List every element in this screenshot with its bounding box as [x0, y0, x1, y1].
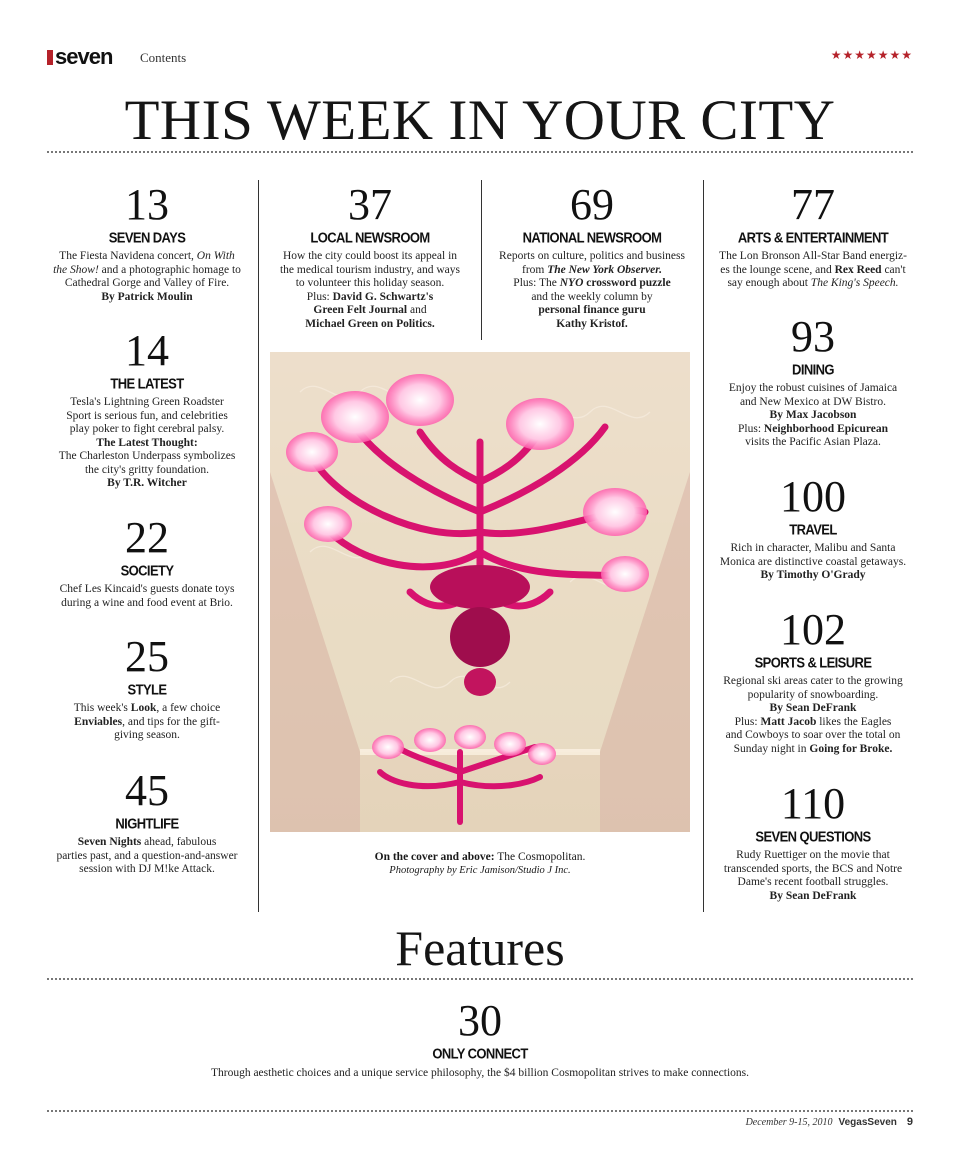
toc-description-line [265, 250, 475, 264]
toc-description-line [710, 716, 916, 730]
toc-description-line [47, 836, 247, 850]
toc-description-line [710, 729, 916, 743]
toc-section-title: SPORTS & LEISURE [754, 653, 872, 672]
toc-text-run: Plus: [738, 422, 764, 435]
toc-text-run: Kathy Kristof. [556, 317, 628, 330]
feature-page-number: 30 [458, 996, 502, 1045]
toc-text-run: during a wine and food event at Brio. [61, 596, 233, 609]
toc-description-line [47, 450, 247, 464]
toc-text-run: Rex Reed [834, 263, 882, 276]
toc-page-number: 14 [125, 326, 169, 375]
toc-description-line [47, 423, 247, 437]
toc-text-run: ahead, fabulous [141, 836, 217, 848]
toc-description-line [710, 396, 916, 410]
toc-section-title: SEVEN QUESTIONS [755, 827, 871, 846]
column-rule-left [258, 180, 259, 912]
toc-description [710, 382, 916, 450]
toc-description-line [710, 542, 916, 556]
logo-bar-mark [47, 50, 53, 65]
toc-text-run: , and tips for the gift- [122, 715, 220, 728]
toc-description-line [710, 264, 916, 278]
toc-entry-arts-entertainment[interactable] [710, 182, 916, 291]
toc-description-line [487, 318, 697, 332]
toc-description-line [710, 876, 916, 890]
toc-description-line [710, 409, 916, 423]
toc-entry-nightlife[interactable] [47, 768, 247, 877]
toc-text-run: The Charleston Underpass symbolizes [58, 450, 236, 462]
toc-text-run: the city's gritty foundation. [84, 463, 210, 476]
toc-text-run: By Timothy O'Grady [760, 569, 866, 581]
toc-description-line [487, 264, 697, 278]
toc-page-number: 110 [780, 779, 846, 828]
toc-text-run: Monica are distinctive coastal getaways. [719, 555, 907, 568]
toc-page-number: 45 [125, 766, 169, 815]
toc-text-run: On With [196, 250, 235, 262]
page-headline: THIS WEEK IN YOUR CITY [124, 89, 836, 152]
toc-entry-seven-days[interactable] [47, 182, 247, 304]
toc-text-run: play poker to fight cerebral palsy. [69, 423, 225, 435]
toc-section-title: STYLE [127, 680, 167, 699]
toc-description-line [710, 743, 916, 757]
toc-description-line [710, 702, 916, 716]
footer-page-number: 9 [906, 1116, 913, 1128]
toc-text-run: David G. Schwartz's [332, 290, 434, 303]
toc-entry-national-newsroom[interactable] [487, 182, 697, 331]
toc-description-line [265, 264, 475, 278]
toc-text-run: and the weekly column by [531, 290, 653, 303]
toc-text-run: likes the Eagles [816, 715, 892, 728]
photo-caption [270, 850, 690, 878]
toc-description [710, 542, 916, 583]
toc-text-run: Chef Les Kincaid's guests donate toys [59, 583, 235, 595]
toc-text-run: By T.R. Witcher [107, 477, 187, 489]
toc-text-run: and New Mexico at DW Bistro. [739, 395, 887, 408]
toc-description-line [47, 477, 247, 491]
toc-description-line [47, 702, 247, 716]
toc-description-line [47, 291, 247, 305]
toc-text-run: popularity of snowboarding. [747, 688, 879, 701]
toc-text-run: Neighborhood Epicurean [763, 422, 888, 435]
photo-credit: Photography by Eric Jamison/Studio J Inc. [389, 865, 571, 876]
toc-description-line [47, 597, 247, 611]
toc-description-line [710, 689, 916, 703]
toc-text-run: and Cowboys to soar over the total on [725, 729, 901, 741]
toc-section-title: TRAVEL [789, 520, 837, 539]
toc-text-run: By Max Jacobson [769, 409, 857, 421]
caption-bold-label: On the cover and above: [374, 851, 495, 863]
toc-description-line [47, 250, 247, 264]
toc-page-number: 22 [125, 513, 169, 562]
toc-description-line [47, 583, 247, 597]
toc-description [47, 702, 247, 743]
toc-description-line [47, 396, 247, 410]
stars-decoration: ★★★★★★★ [830, 48, 913, 62]
feature-entry-only-connect[interactable] [0, 998, 960, 1081]
toc-text-run: This week's [73, 702, 131, 714]
toc-entry-society[interactable] [47, 515, 247, 610]
toc-page-number: 100 [780, 472, 846, 521]
toc-section-title: THE LATEST [110, 374, 184, 393]
toc-description [47, 250, 247, 304]
toc-description-line [47, 410, 247, 424]
toc-description-line [710, 569, 916, 583]
toc-text-run: The Latest Thought: [96, 436, 198, 449]
toc-text-run: the Show! [53, 263, 99, 276]
toc-description-line [710, 277, 916, 291]
toc-text-run: The King's Speech. [810, 277, 899, 289]
toc-description-line [710, 382, 916, 396]
toc-text-run: Plus: [734, 715, 761, 728]
headline-divider [47, 151, 913, 153]
toc-description-line [47, 437, 247, 451]
toc-text-run: and a photographic homage to [98, 263, 241, 276]
toc-text-run: Michael Green on Politics. [305, 317, 435, 330]
toc-text-run: Enjoy the robust cuisines of Jamaica [728, 382, 898, 394]
toc-text-run: transcended sports, the BCS and Notre [723, 862, 903, 875]
column-rule-right [703, 180, 704, 912]
toc-text-run: parties past, and a question-and-answer [56, 849, 238, 862]
cover-photo-chandelier [270, 352, 690, 832]
toc-text-run: Sunday night in [733, 742, 810, 755]
toc-text-run: The Lon Bronson All-Star Band energiz- [719, 250, 907, 262]
toc-text-run: es the lounge scene, and [720, 263, 835, 276]
toc-description-line [710, 675, 916, 689]
toc-description [487, 250, 697, 331]
toc-description-line [265, 318, 475, 332]
toc-description-line [265, 304, 475, 318]
toc-description-line [47, 264, 247, 278]
toc-description-line [47, 464, 247, 478]
toc-description [265, 250, 475, 331]
toc-text-run: can't [881, 263, 906, 276]
toc-text-run: Seven Nights [77, 836, 142, 848]
toc-description-line [710, 423, 916, 437]
toc-entry-local-newsroom[interactable] [265, 182, 475, 331]
toc-description-line [47, 277, 247, 291]
toc-text-run: the medical tourism industry, and ways [279, 263, 461, 276]
toc-description-line [710, 890, 916, 904]
toc-text-run: from [521, 263, 548, 276]
toc-text-run: session with DJ M!ke Attack. [79, 863, 215, 875]
toc-page-number: 77 [791, 180, 835, 229]
toc-text-run: Plus: The [513, 277, 560, 289]
toc-description-line [265, 291, 475, 305]
toc-text-run: Rich in character, Malibu and Santa [730, 542, 896, 554]
toc-text-run: Regional ski areas cater to the growing [723, 675, 903, 687]
caption-venue: The Cosmopolitan. [494, 851, 586, 863]
toc-description-line [710, 863, 916, 877]
toc-page-number: 37 [348, 180, 392, 229]
toc-description [710, 849, 916, 903]
features-divider [47, 978, 913, 980]
toc-description-line [710, 250, 916, 264]
toc-section-title: NATIONAL NEWSROOM [522, 228, 662, 247]
toc-description [710, 675, 916, 756]
toc-section-title: SEVEN DAYS [108, 228, 186, 247]
toc-text-run: personal finance guru [538, 304, 646, 316]
toc-text-run: Green Felt Journal [313, 304, 408, 316]
toc-page-number: 69 [570, 180, 614, 229]
toc-description-line [265, 277, 475, 291]
toc-entry-travel[interactable] [710, 474, 916, 583]
toc-page-number: 13 [125, 180, 169, 229]
toc-page-number: 93 [791, 312, 835, 361]
toc-section-title: ARTS & ENTERTAINMENT [737, 228, 889, 247]
toc-text-run: and [407, 304, 427, 316]
toc-description [47, 836, 247, 877]
toc-description-line [487, 291, 697, 305]
toc-section-title: NIGHTLIFE [115, 814, 179, 833]
toc-text-run: to volunteer this holiday season. [295, 277, 445, 289]
toc-text-run: , a few choice [156, 702, 221, 714]
footer-brand: VegasSeven [838, 1117, 897, 1128]
toc-text-run: The New York Observer. [547, 263, 662, 276]
toc-text-run: Enviables [74, 715, 123, 728]
magazine-logo [47, 44, 112, 70]
toc-text-run: The Fiesta Navidena concert, [59, 250, 197, 262]
footer-divider [47, 1110, 913, 1112]
toc-entry-the-latest[interactable] [47, 328, 247, 491]
toc-text-run: Dame's recent football struggles. [737, 876, 889, 888]
toc-text-run: Cathedral Gorge and Valley of Fire. [64, 277, 230, 289]
section-label: Contents [140, 50, 187, 65]
footer-date: December 9-15, 2010 [745, 1117, 833, 1128]
caption-line-1 [270, 850, 690, 864]
toc-text-run: How the city could boost its appeal in [282, 250, 458, 262]
toc-description-line [47, 850, 247, 864]
toc-text-run: Reports on culture, politics and business [499, 250, 685, 262]
toc-description-line [487, 277, 697, 291]
logo-text: seven [55, 44, 113, 69]
toc-text-run: Tesla's Lightning Green Roadster [70, 396, 224, 408]
features-heading: Features [395, 920, 565, 976]
toc-text-run: By Sean DeFrank [769, 702, 857, 714]
toc-page-number: 102 [780, 605, 846, 654]
toc-entry-style[interactable] [47, 634, 247, 743]
feature-description: Through aesthetic choices and a unique service philosophy, the $4 billion Cosmopolitan strives to make connections. [210, 1067, 750, 1079]
toc-section-title: SOCIETY [120, 561, 174, 580]
toc-entry-dining[interactable] [710, 314, 916, 450]
toc-description-line [710, 849, 916, 863]
toc-description-line [47, 716, 247, 730]
toc-text-run: Matt Jacob [760, 715, 817, 728]
toc-text-run: Sport is serious fun, and celebrities [66, 409, 228, 422]
toc-text-run: Going for Broke. [809, 742, 893, 755]
chandelier-illustration [270, 352, 690, 832]
toc-text-run: By Sean DeFrank [769, 889, 857, 902]
toc-section-title: DINING [792, 360, 834, 379]
toc-description-line [710, 436, 916, 450]
toc-text-run: Look [130, 702, 157, 714]
toc-text-run: crossword puzzle [583, 277, 671, 289]
toc-text-run: say enough about [727, 277, 811, 289]
toc-description-line [487, 304, 697, 318]
toc-text-run: NYO [559, 277, 584, 289]
toc-text-run: visits the Pacific Asian Plaza. [745, 436, 881, 448]
toc-text-run: giving season. [114, 729, 180, 741]
toc-entry-seven-questions[interactable] [710, 781, 916, 903]
toc-description [47, 583, 247, 610]
page-footer [746, 1116, 913, 1128]
toc-description-line [487, 250, 697, 264]
toc-text-run: Plus: [306, 290, 333, 303]
toc-page-number: 25 [125, 632, 169, 681]
toc-text-run: Rudy Ruettiger on the movie that [736, 849, 890, 861]
toc-description-line [47, 863, 247, 877]
toc-description-line [47, 729, 247, 743]
toc-entry-sports-leisure[interactable] [710, 607, 916, 756]
column-rule-middle [481, 180, 482, 340]
toc-description [710, 250, 916, 291]
feature-title: ONLY CONNECT [432, 1044, 528, 1063]
toc-description [47, 396, 247, 491]
toc-text-run: By Patrick Moulin [101, 290, 193, 303]
toc-section-title: LOCAL NEWSROOM [310, 228, 430, 247]
toc-description-line [710, 556, 916, 570]
